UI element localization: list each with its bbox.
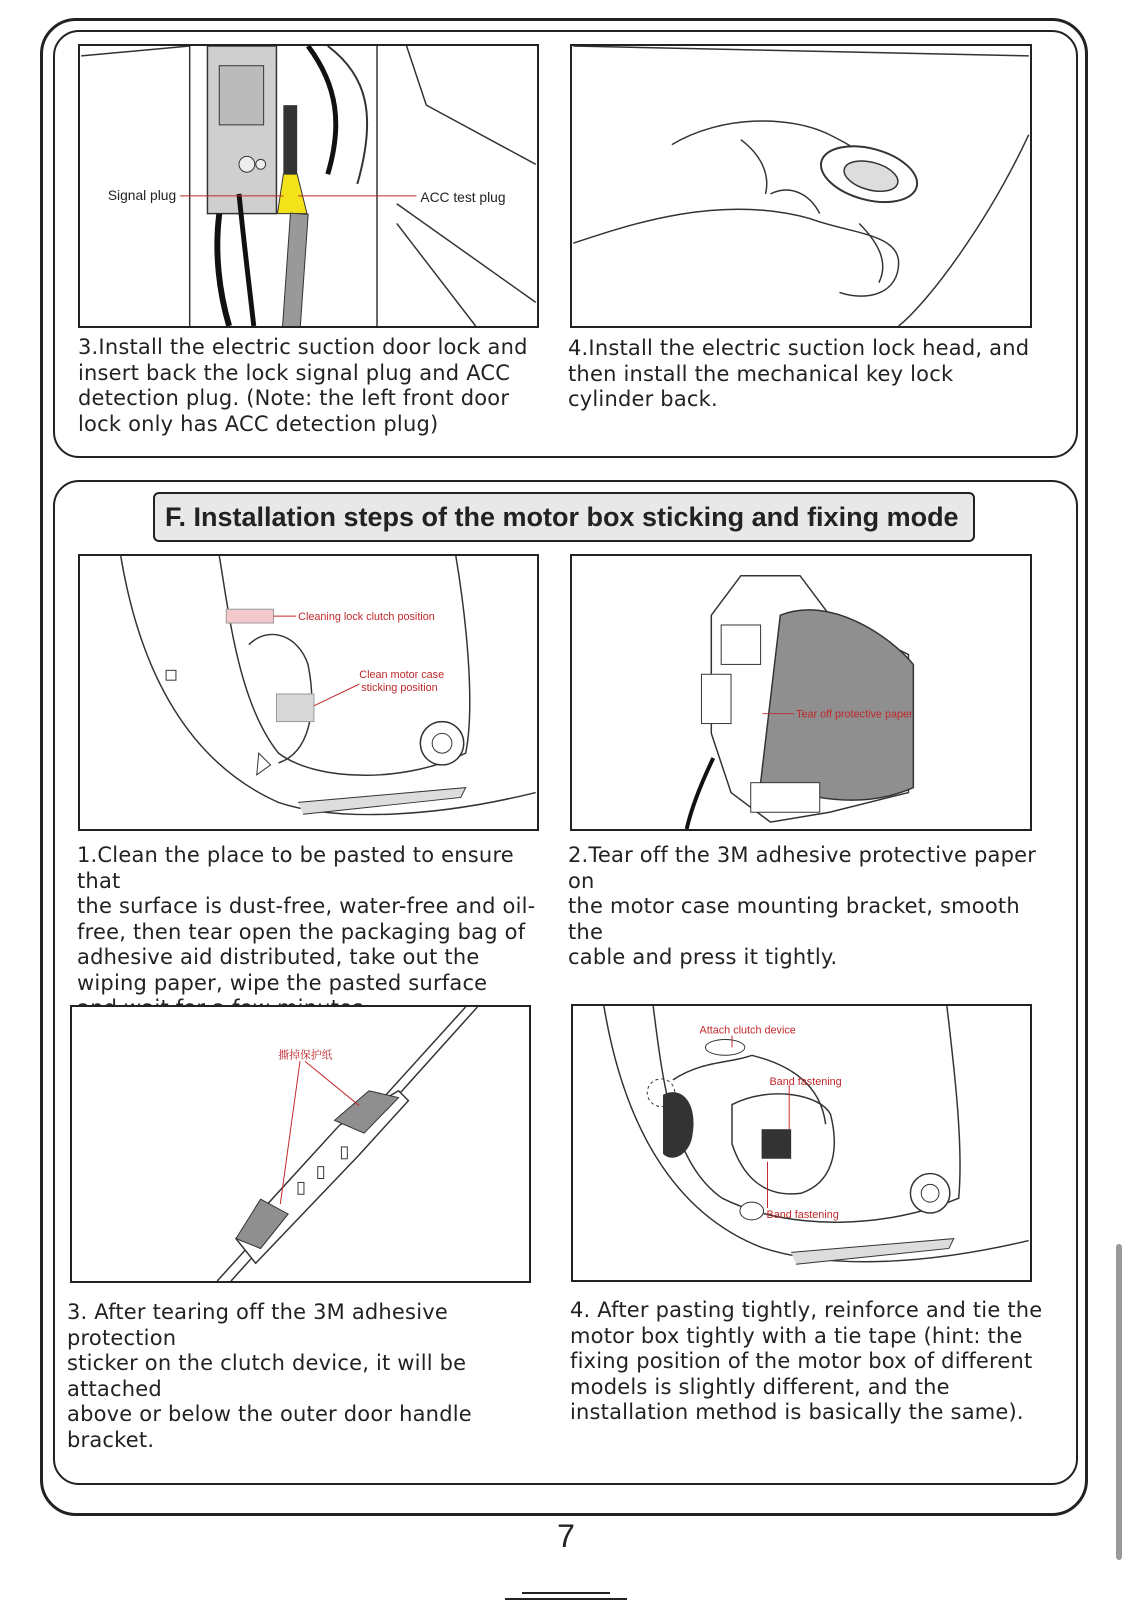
motor-case-label-2: sticking position — [361, 682, 438, 695]
figure-lock-head — [570, 44, 1032, 328]
motor-case-label-1: Clean motor case — [359, 669, 445, 682]
clutch-device-illustration — [72, 1007, 529, 1281]
figure-clean-positions — [78, 554, 539, 831]
clutch-position-label: Cleaning lock clutch position — [298, 611, 435, 624]
step-f2-caption: 2.Tear off the 3M adhesive protective paper on the motor case mounting bracket, smooth the cable and press it tightly. — [568, 843, 1037, 969]
figure-band-fastening — [571, 1004, 1032, 1282]
figure-motor-bracket — [570, 554, 1032, 831]
signal-plug-label: Signal plug — [107, 187, 177, 203]
attach-clutch-label: Attach clutch device — [699, 1024, 796, 1037]
step-f1-caption: 1.Clean the place to be pasted to ensure that the surface is dust-free, water-free and oil- free, then tear open the packaging bag of adhesive aid distributed, take out the wiping paper, wipe the pasted surface — [77, 843, 536, 995]
tear-protective-paper-cn-label: 撕掉保护纸 — [278, 1049, 333, 1062]
door-motor-fastening-illustration — [573, 1006, 1030, 1280]
page-number-underline — [522, 1592, 610, 1594]
motor-case-illustration — [572, 556, 1030, 829]
vertical-scrollbar[interactable] — [1116, 1244, 1122, 1560]
band-fastening-label-2: Band fastening — [766, 1208, 839, 1221]
page-number: 7 — [557, 1518, 575, 1554]
step-e4-caption: 4.Install the electric suction lock head, and then install the mechanical key lock cylinder back. — [568, 336, 1030, 411]
band-fastening-label-1: Band fastening — [769, 1075, 842, 1088]
step-f3-caption: 3. After tearing off the 3M adhesive protection sticker on the clutch device, it will be attached above or below the outer door handle bracket. — [67, 1300, 472, 1452]
section-f-title: F. Installation steps of the motor box sticking and fixing mode — [153, 492, 975, 542]
door-lock-illustration — [80, 46, 537, 326]
hand-installing-lock-illustration — [572, 46, 1030, 326]
step-e3-caption: 3.Install the electric suction door lock and insert back the lock signal plug and ACC detection plug. (Note: the left front door lock only has ACC detection plug) — [78, 335, 528, 436]
step-f4-caption: 4. After pasting tightly, reinforce and tie the motor box tightly with a tie tape (hint: the fixing position of the motor box of different models is slightly different, and the installation method is basically the same). — [570, 1298, 1043, 1424]
door-panel-clean-illustration — [80, 556, 537, 829]
tear-off-label: Tear off protective paper — [796, 708, 913, 721]
acc-test-plug-label: ACC test plug — [420, 189, 506, 205]
figure-clutch-device — [70, 1005, 531, 1283]
figure-door-lock-plugs — [78, 44, 539, 328]
